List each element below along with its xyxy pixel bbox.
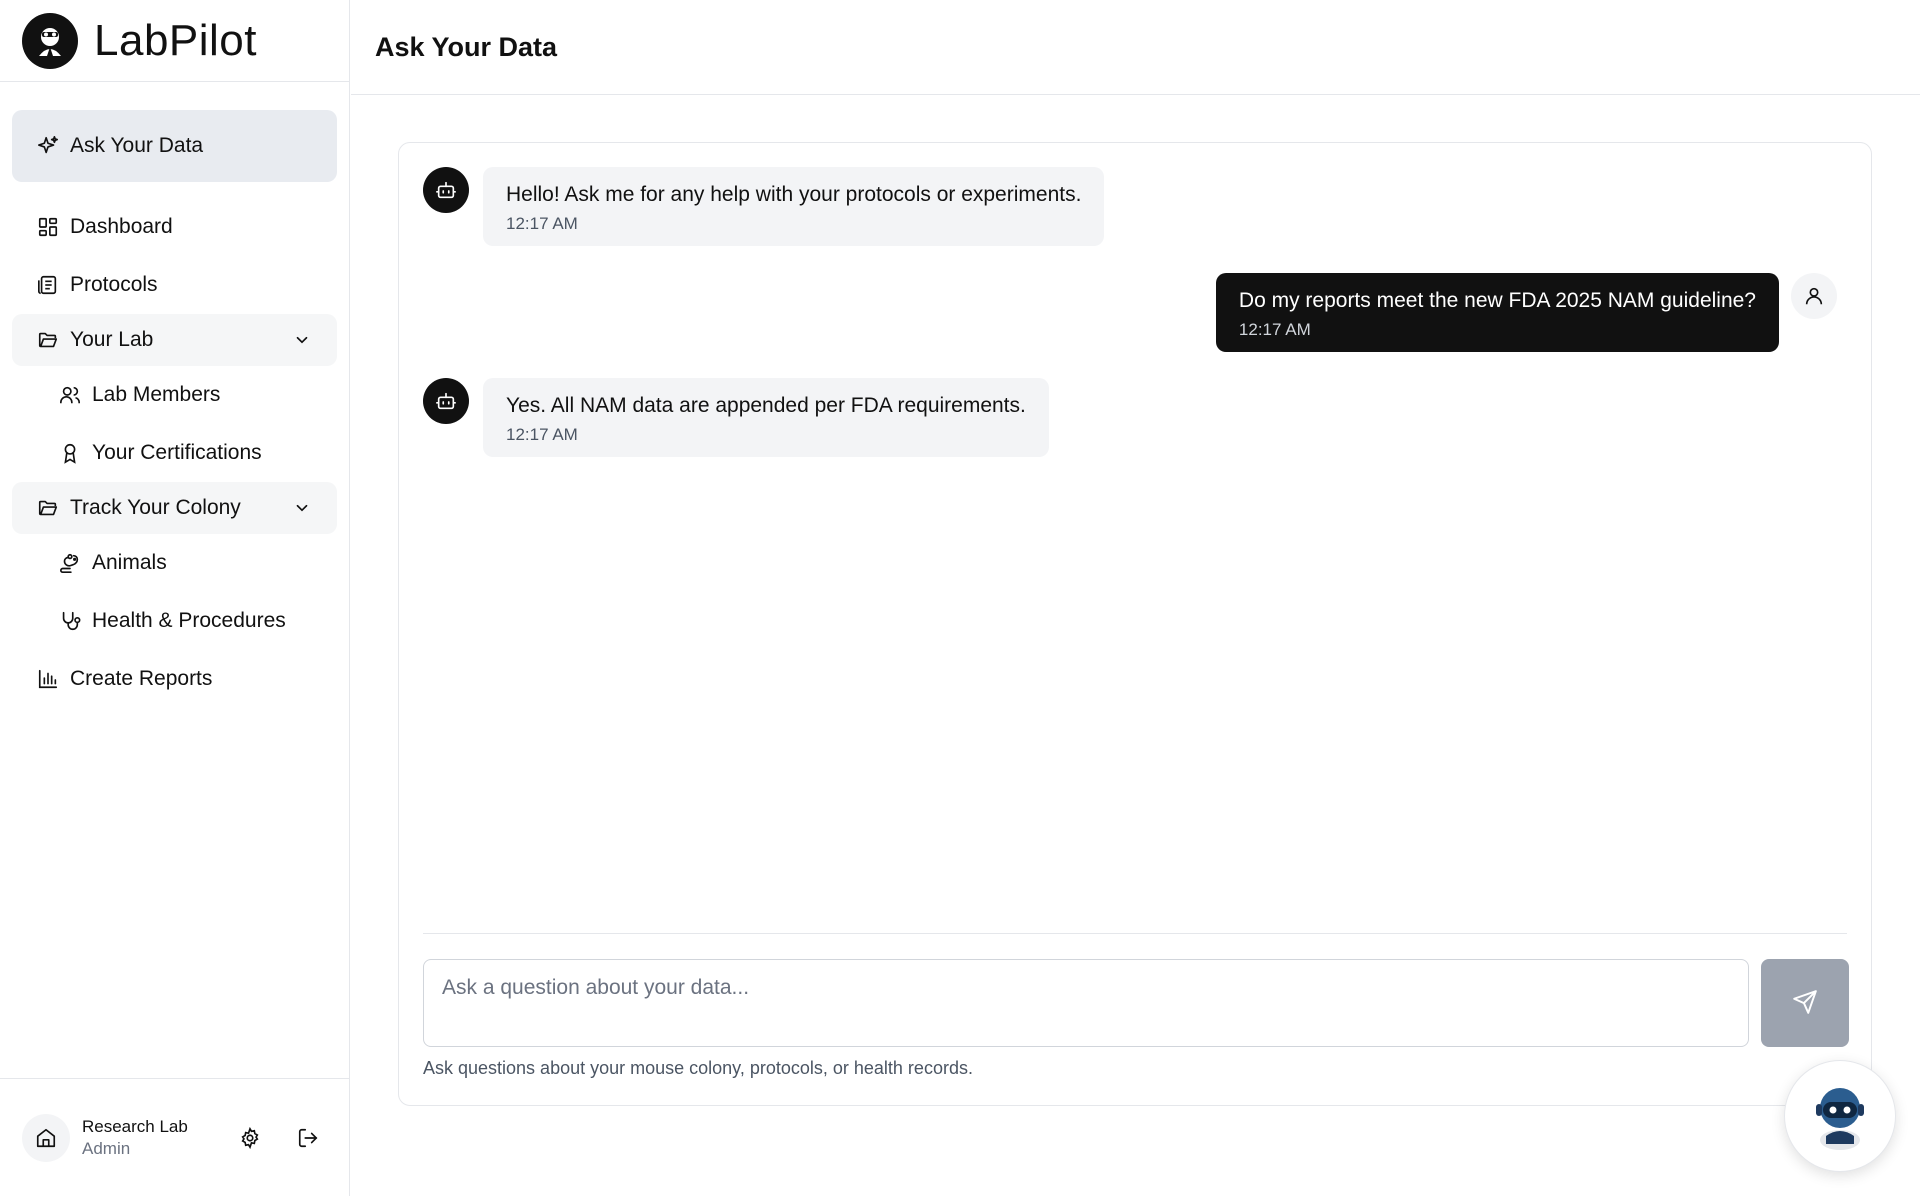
lab-role: Admin xyxy=(82,1138,131,1158)
assistant-launcher[interactable] xyxy=(1784,1060,1896,1172)
sidebar-nav xyxy=(0,82,349,708)
sidebar-item-label: Your Certifications xyxy=(92,441,262,464)
message-text: Do my reports meet the new FDA 2025 NAM guideline? xyxy=(1238,289,1756,312)
sidebar xyxy=(0,0,350,1196)
logout-icon[interactable] xyxy=(288,1118,328,1158)
dashboard-icon xyxy=(36,215,60,239)
message-time: 12:17 AM xyxy=(506,425,578,444)
scientist-icon xyxy=(22,13,78,69)
sidebar-item-your-certifications[interactable] xyxy=(12,424,337,482)
sidebar-item-health-procedures[interactable] xyxy=(12,592,337,650)
users-icon xyxy=(58,383,82,407)
send-icon xyxy=(1792,989,1818,1018)
sidebar-item-label: Your Lab xyxy=(70,328,154,351)
bot-icon xyxy=(423,167,469,213)
input-hint: Ask questions about your mouse colony, protocols, or health records. xyxy=(423,1058,973,1078)
send-button[interactable] xyxy=(1761,959,1849,1047)
settings-gear-icon[interactable] xyxy=(230,1118,270,1158)
robot-assistant-icon xyxy=(1804,1078,1876,1155)
award-icon xyxy=(58,441,82,465)
message-text: Yes. All NAM data are appended per FDA requirements. xyxy=(506,394,1026,417)
folder-icon xyxy=(36,496,60,520)
sidebar-item-lab-members[interactable] xyxy=(12,366,337,424)
chat-message-bot xyxy=(423,167,1104,246)
lab-info xyxy=(82,1117,212,1159)
stethoscope-icon xyxy=(58,609,82,633)
chat-panel xyxy=(398,142,1872,1106)
sidebar-item-label: Dashboard xyxy=(70,215,173,238)
folder-icon xyxy=(36,328,60,352)
user-icon xyxy=(1791,273,1837,319)
document-icon xyxy=(36,273,60,297)
sidebar-item-animals[interactable] xyxy=(12,534,337,592)
message-time: 12:17 AM xyxy=(506,214,578,233)
sidebar-item-create-reports[interactable] xyxy=(12,650,337,708)
page-header xyxy=(351,0,1920,95)
rat-icon xyxy=(58,551,82,575)
chevron-down-icon[interactable] xyxy=(293,331,311,349)
brand[interactable] xyxy=(0,0,349,82)
brand-name: LabPilot xyxy=(94,15,258,65)
sidebar-item-label: Create Reports xyxy=(70,667,213,690)
chat-message-user xyxy=(1216,273,1837,352)
page-title: Ask Your Data xyxy=(375,31,558,62)
message-time: 12:17 AM xyxy=(1238,320,1311,339)
sidebar-item-label: Protocols xyxy=(70,273,158,296)
lab-name: Research Lab xyxy=(82,1116,188,1136)
sidebar-item-label: Animals xyxy=(92,551,167,574)
home-icon[interactable] xyxy=(22,1114,70,1162)
sidebar-item-label: Lab Members xyxy=(92,383,221,406)
chat-message-bot xyxy=(423,378,1049,457)
sidebar-item-protocols[interactable] xyxy=(12,256,337,314)
sidebar-item-dashboard[interactable] xyxy=(12,198,337,256)
message-text: Hello! Ask me for any help with your protocols or experiments. xyxy=(506,183,1082,206)
sidebar-item-label: Health & Procedures xyxy=(92,609,286,632)
sparkles-icon xyxy=(36,134,60,158)
sidebar-item-label: Ask Your Data xyxy=(70,134,204,157)
sidebar-item-ask-your-data[interactable] xyxy=(12,110,337,182)
sidebar-footer xyxy=(0,1078,349,1196)
sidebar-group-your-lab[interactable] xyxy=(12,314,337,366)
message-bubble xyxy=(1216,273,1779,352)
message-bubble xyxy=(483,167,1104,246)
bot-icon xyxy=(423,378,469,424)
chevron-down-icon[interactable] xyxy=(293,499,311,517)
sidebar-item-label: Track Your Colony xyxy=(70,496,241,519)
message-bubble xyxy=(483,378,1049,457)
chat-input[interactable] xyxy=(423,959,1749,1047)
divider xyxy=(423,933,1847,934)
bar-chart-icon xyxy=(36,667,60,691)
sidebar-group-track-your-colony[interactable] xyxy=(12,482,337,534)
